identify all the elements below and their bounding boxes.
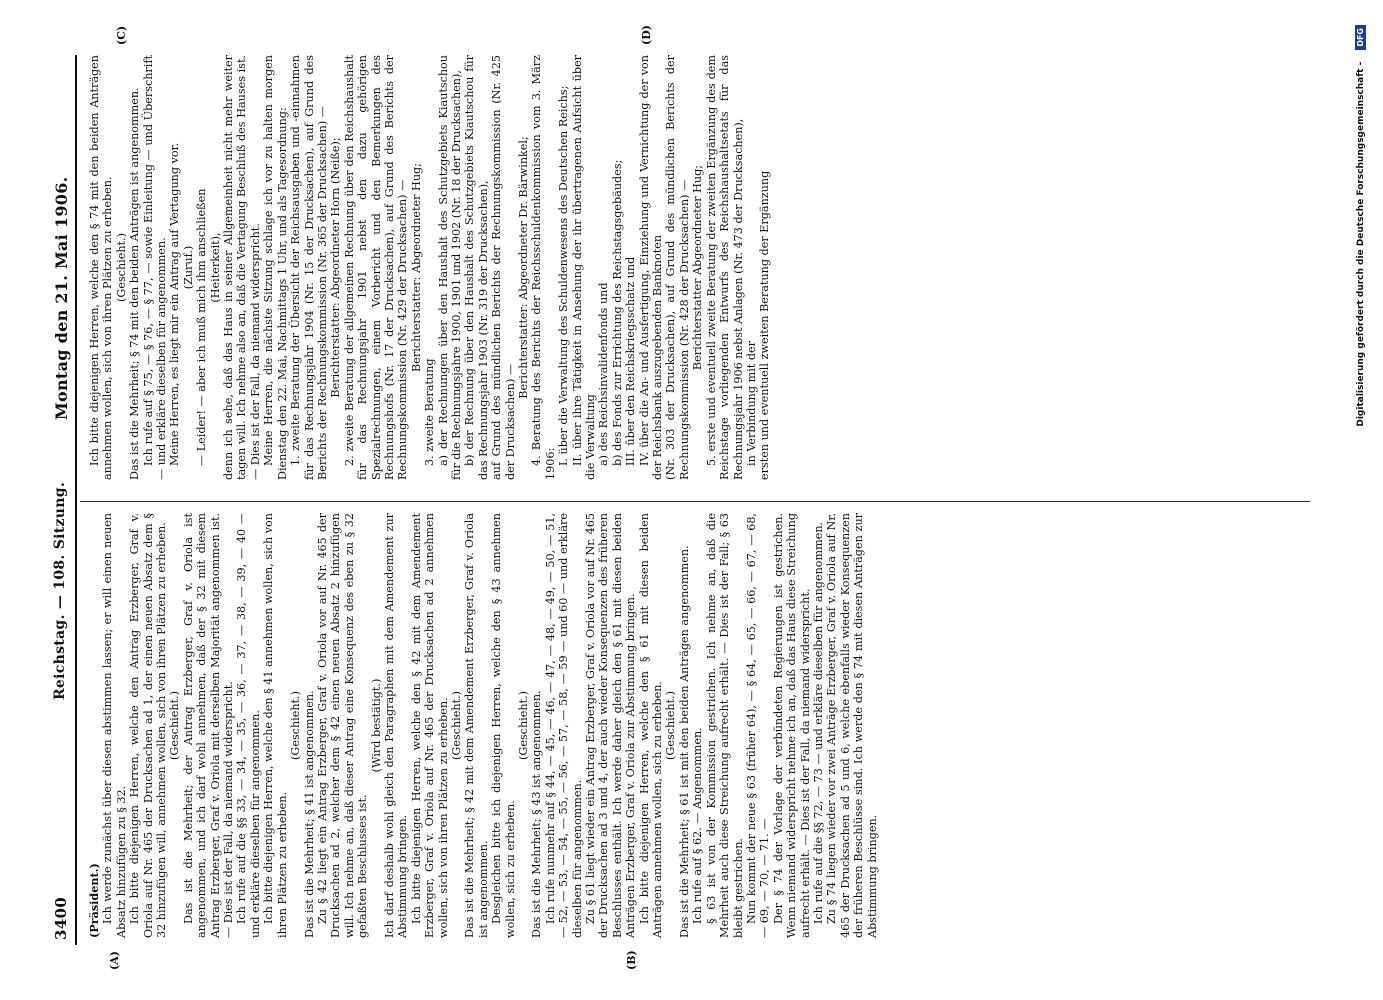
stage-direction: (Geschieht.) bbox=[168, 691, 182, 760]
paragraph: a) der Rechnungen über den Haushalt des Schutzgebiets Kiautschou für die Rechnungsjahre 1900, 1901 und 1902 (Nr. 18 der Drucksachen), bbox=[436, 55, 463, 480]
dfg-logo: DFG bbox=[1355, 25, 1366, 50]
page-number: 3400 bbox=[52, 897, 70, 940]
paragraph: Das ist die Mehrheit; § 41 ist angenommen. bbox=[302, 690, 316, 938]
stage-direction: Berichterstatter: Abgeordneter Horn (Neiße); bbox=[329, 137, 343, 398]
paragraph: 5. erste und eventuell zweite Beratung der zweiten Ergänzung des dem Reichstage vorliegenden Entwurfs des Reichshaushaltsetats für das Rechnungsjahr 1906 nebst Anlagen (Nr. 473 der Drucksachen), bbox=[704, 55, 745, 480]
paragraph: 2. zweite Beratung der allgemeinen Rechnung über den Reichshaushalt für das Rechnungsjahr 1901 nebst den dazu gehörigen Spezialrechnungen, einem Vorbericht und den Bemerkungen des Rechnungshofs (Nr. 17 der Drucksachen), auf Grund des Berichts der Rechnungskommission (Nr. 429 der Drucksachen) — bbox=[342, 55, 410, 480]
paragraph: 1. zweite Beratung der Übersicht der Reichsausgaben und -einnahmen für das Rechnungsjahr 1904 (Nr. 15 der Drucksachen), auf Grund des Berichts der Rechnungskommission (Nr. 365 der Drucksachen) — bbox=[289, 55, 329, 480]
paragraph: Ich darf deshalb wohl gleich den Paragraphen mit dem Amendement zur Abstimmung bringen. bbox=[382, 513, 410, 938]
paragraph: Meine Herren, die nächste Sitzung schlage ich vor zu halten morgen Dienstag den 22. Mai, Nachmittags 1 Uhr, und als Tagesordnung: bbox=[262, 55, 289, 480]
stage-direction: (Geschieht.) bbox=[114, 233, 128, 302]
paragraph: Ich rufe nunmehr auf § 44, — 45, — 46, — 47, — 48, — 49, — 50, — 51, — 52, — 53, — 54, — 55, — 56, — 57, — 58, — 59 — und 60 — und erkläre dieselben für angenommen. bbox=[543, 513, 584, 938]
stage-direction: (Heiterkeit), bbox=[208, 232, 222, 303]
paragraph: Ich bitte diejenigen Herren, welche den Antrag Erzberger, Graf v. Oriola auf Nr. 465 der Drucksachen ad 1, der einen neuen Absatz dem § 32 hinzufügen will, annehmen wollen, sich von ihren Plätzen zu erheben. bbox=[128, 513, 169, 938]
stage-direction: (Zuruf.) bbox=[181, 245, 195, 290]
paragraph: (Präsident.) bbox=[87, 863, 101, 938]
paragraph: — Leider! — aber ich muß mich ihm anschließen bbox=[195, 188, 209, 466]
header-rule bbox=[75, 55, 77, 945]
margin-marker-b: (B) bbox=[625, 950, 638, 970]
paragraph: (Nr. 303 der Drucksachen), auf Grund des mündlichen Berichts der Rechnungskommission (Nr. 428 der Drucksachen) — bbox=[664, 55, 691, 480]
paragraph: III. über den Reichskriegsschatz und bbox=[624, 256, 638, 466]
paragraph: Der § 74 der Vorlage der verbündeten Regierungen ist gestrichen. Wenn niemand widerspricht nehme ich an, daß das Haus diese Streichung aufrecht erhält. — Dies ist der Fall, da niemand widerspricht. bbox=[771, 513, 812, 938]
margin-marker-d: (D) bbox=[640, 25, 653, 45]
paragraph: b) der Rechnung über den Haushalt des Schutzgebiets Kiautschou für das Rechnungsjahr 1903 (Nr. 319 der Drucksachen), bbox=[463, 55, 490, 480]
footer-text: Digitalisierung gefördert durch die Deutsche Forschungsgemeinschaft - bbox=[1356, 61, 1366, 427]
paragraph: Ich bitte diejenigen Herren, welche den § 61 mit diesen beiden Anträgen annehmen wollen, sich zu erheben. bbox=[637, 513, 665, 938]
stage-direction: Berichterstatter: Abgeordneter Dr. Bärwinkel; bbox=[517, 136, 530, 399]
paragraph: Zu § 74 liegen wieder vor zwei Anträge Erzberger, Graf v. Oriola auf Nr. 465 der Drucksachen ad 5 und 6, welche ebenfalls wieder Konsequenzen der früheren Beschlüsse sind. Ich werde den § 74 mit diesen Anträgen zur Abstimmung bringen. bbox=[825, 513, 879, 938]
paragraph: 3. zweite Beratung bbox=[423, 358, 437, 466]
paragraph: Ich rufe auf die §§ 72, — 73 — und erkläre dieselben für angenommen. bbox=[811, 521, 825, 924]
column-divider bbox=[80, 501, 1310, 502]
paragraph: Ich rufe auf die §§ 33, — 34, — 35, — 36, — 37, — 38, — 39, — 40 — und erkläre dieselben für angenommen. bbox=[235, 513, 262, 938]
paragraph: Desgleichen bitte ich diejenigen Herren, welche den § 43 annehmen wollen, sich zu erheben. bbox=[490, 513, 517, 938]
session-title: Reichstag. — 108. Sitzung. bbox=[52, 481, 68, 700]
paragraph: IV. über die An- und Ausfertigung, Einziehung und Vernichtung der von der Reichsbank auszugebenden Banknoten bbox=[637, 55, 665, 480]
paragraph: auf Grund des mündlichen Berichts der Rechnungskommission (Nr. 425 der Drucksachen) — bbox=[490, 55, 517, 480]
paragraph: Nun kommt der neue § 63 (früher 64), — § 64, — 65, — 66, — 67, — 68, — 69, — 70, — 71. — bbox=[744, 513, 772, 938]
left-column bbox=[88, 513, 879, 938]
paragraph: a) des Reichsinvalidenfonds und bbox=[597, 282, 611, 466]
paragraph: Ich bitte diejenigen Herren, welche den § 41 annehmen wollen, sich von ihren Plätzen zu erheben. bbox=[262, 513, 289, 938]
paragraph: in Verbindung mit der bbox=[744, 341, 758, 466]
paragraph: Das ist die Mehrheit; § 43 ist angenommen. bbox=[530, 690, 544, 938]
stage-direction: (Geschieht.) bbox=[449, 691, 463, 760]
paragraph: Das ist die Mehrheit; § 61 ist mit den beiden Anträgen angenommen. bbox=[677, 545, 691, 938]
session-date: Montag den 21. Mai 1906. bbox=[52, 176, 71, 420]
paragraph: § 63 ist von der Kommission gestrichen. Ich nehme an, daß die Mehrheit auch diese Streichung aufrecht erhält. — Dies ist der Fall; § 63 bleibt gestrichen. bbox=[704, 513, 745, 938]
paragraph: Zu § 61 liegt wieder ein Antrag Erzberger, Graf v. Oriola vor auf Nr. 465 der Drucksachen ad 3 und 4, der auch wieder Konsequenzen des früheren Beschlusses enthält. Ich werde daher gleich den § 61 mit diesen beiden Anträgen Erzberger, Graf v. Oriola zur Abstimmung bringen. bbox=[584, 513, 638, 938]
paragraph: ersten und eventuell zweiten Beratung der Ergänzung bbox=[758, 170, 772, 480]
paragraph: Das ist die Mehrheit; § 74 mit den beiden Anträgen ist angenommen. bbox=[128, 87, 142, 480]
paragraph: Ich bitte diejenigen Herren, welche den § 74 mit den beiden Anträgen annehmen wollen, sich von ihren Plätzen zu erheben. bbox=[88, 55, 115, 480]
margin-marker-c: (C) bbox=[115, 25, 128, 45]
stage-direction: (Geschieht.) bbox=[664, 691, 678, 760]
paragraph: Zu § 42 liegt ein Antrag Erzberger, Graf v. Oriola vor auf Nr. 465 der Drucksachen ad 2, welcher dem § 42 einen neuen Absatz 2 hinzufügen will. Ich nehme an, daß dieser Antrag eine Konsequenz des eben zu § 32 gefaßten Beschlusses ist. bbox=[315, 513, 370, 938]
paragraph: Ich rufe auf § 75, — § 76, — § 77, — sowie Einleitung — und Überschrift — und erkläre dieselben für angenommen. bbox=[141, 55, 169, 480]
paragraph: 4. Beratung des Berichts der Reichsschuldenkommission vom 3. März 1906: bbox=[530, 55, 557, 480]
stage-direction: Berichterstatter Abgeordneter Hug; bbox=[691, 164, 705, 371]
paragraph: denn ich sehe, daß das Haus in seiner Allgemeinheit nicht mehr weiter tagen will. Ich nehme also an, daß die Vertagung Beschluß des Hauses ist. — Dies ist der Fall, da niemand widerspricht. bbox=[222, 55, 262, 480]
paragraph: Ich bitte diejenigen Herren, welche den § 42 mit dem Amendement Erzberger, Graf v. Oriola auf Nr. 465 der Drucksachen ad 2 annehmen wollen, sich von ihren Plätzen zu erheben. bbox=[409, 513, 450, 938]
stage-direction: (Geschieht.) bbox=[289, 691, 303, 760]
paragraph: Das ist die Mehrheit; § 42 mit dem Amendement Erzberger, Graf v. Oriola ist angenommen. bbox=[463, 513, 490, 938]
paragraph: Meine Herren, es liegt mir ein Antrag auf Vertagung vor. bbox=[168, 142, 182, 466]
margin-marker-a: (A) bbox=[108, 951, 121, 970]
paragraph: Ich rufe auf § 62. — Angenommen. bbox=[691, 727, 705, 924]
stage-direction: Berichterstatter: Abgeordneter Hug; bbox=[409, 163, 423, 372]
paragraph: Ich werde zunächst über diesen abstimmen lassen; er will einen neuen Absatz hinzufügen zu § 32. bbox=[101, 513, 128, 938]
right-column bbox=[88, 55, 772, 480]
stage-direction: (Geschieht.) bbox=[517, 691, 530, 760]
stage-direction: (Wird bestätigt.) bbox=[369, 678, 383, 773]
digitization-footer bbox=[1355, 0, 1366, 1000]
paragraph: b) des Fonds zur Errichtung des Reichstagsgebäudes; bbox=[610, 159, 624, 466]
paragraph: Das ist die Mehrheit; der Antrag Erzberger, Graf v. Oriola ist angenommen, und ich darf wohl annehmen, daß der § 32 mit diesem Antrag Erzberger, Graf v. Oriola mit derselben Majorität angenommen ist. — Dies ist der Fall, da niemand widerspricht. bbox=[181, 513, 236, 938]
paragraph: II. über ihre Tätigkeit in Ansehung der ihr übertragenen Aufsicht über die Verwaltung bbox=[570, 55, 598, 480]
paragraph: I. über die Verwaltung des Schuldenwesens des Deutschen Reichs; bbox=[557, 85, 571, 466]
